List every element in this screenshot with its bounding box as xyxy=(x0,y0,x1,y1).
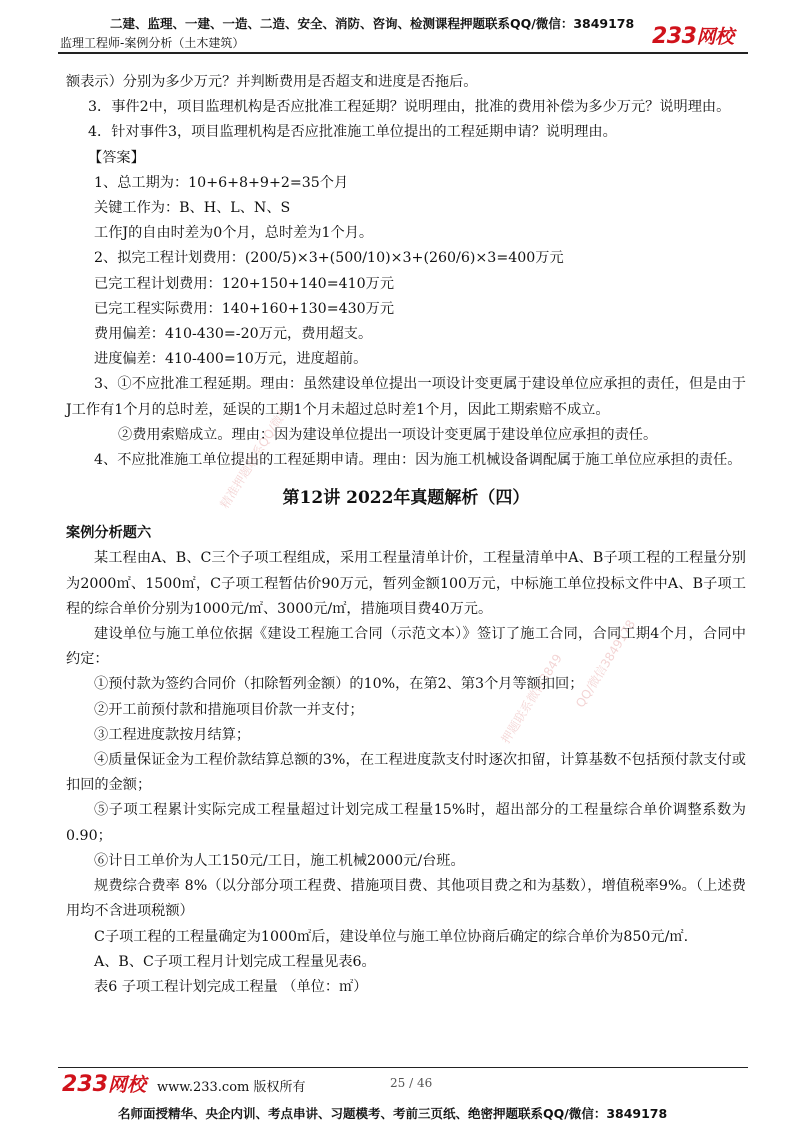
header-logo xyxy=(652,22,733,49)
footer-logo xyxy=(62,1070,146,1097)
header-contact-line: 二建、监理、一建、一造、二造、安全、消防、咨询、检测课程押题联系QQ/微信：3849178 xyxy=(110,16,635,31)
contract-term: ④质量保证金为工程价款结算总额的3%，在工程进度款支付时逐次扣留，计算基数不包括预付款支付或扣回的金额； xyxy=(66,752,746,794)
answer-line: 工作J的自由时差为0个月，总时差为1个月。 xyxy=(94,225,374,242)
answer-line: 已完工程实际费用：140+160+130=430万元 xyxy=(94,300,395,317)
watermark-2: 押题联系微信3849 xyxy=(498,651,565,746)
contract-term: ③工程进度款按月结算； xyxy=(94,726,251,743)
header-logo-number: 233 xyxy=(652,24,697,49)
answer-line: 4、不应批准施工单位提出的工程延期申请。理由：因为施工机械设备调配属于施工单位应承担的责任。 xyxy=(94,452,742,469)
header-divider xyxy=(58,52,748,54)
answer-line: 关键工作为：B、H、L、N、S xyxy=(94,200,291,217)
contract-term: ②开工前预付款和措施项目价款一并支付； xyxy=(94,701,364,718)
footer-divider xyxy=(58,1067,748,1068)
case-paragraph: 某工程由A、B、C三个子项工程组成，采用工程量清单计价，工程量清单中A、B子项工程的工程量分别为2000㎡、1500㎡，C子项工程暂估价90万元，暂列金额100万元，中标施工单位投标文件中A、B子项工程的综合单价分别为1000元/㎡、3000元/㎡，措施项目费40万元。 xyxy=(66,550,746,617)
case-paragraph: 建设单位与施工单位依据《建设工程施工合同（示范文本）》签订了施工合同，合同工期4个月，合同中约定： xyxy=(66,626,746,668)
answer-line: ②费用索赔成立。理由：因为建设单位提出一项设计变更属于建设单位应承担的责任。 xyxy=(118,426,658,443)
answer-line: 费用偏差：410-430=-20万元，费用超支。 xyxy=(94,326,373,343)
answer-line: 2、拟完工程计划费用：(200/5)×3+(500/10)×3+(260/6)×3=400万元 xyxy=(94,250,564,267)
watermark-1: 精准押题联系QQ/微信 xyxy=(217,402,293,511)
answer-line: 已完工程计划费用：120+150+140=410万元 xyxy=(94,275,395,292)
contract-term: ⑥计日工单价为人工150元/工日，施工机械2000元/台班。 xyxy=(94,852,465,869)
answer-line: 1、总工期为：10+6+8+9+2=35个月 xyxy=(94,174,349,191)
question-4: 4．针对事件3，项目监理机构是否应批准施工单位提出的工程延期申请？说明理由。 xyxy=(88,124,617,141)
question-continued: 额表示）分别为多少万元？并判断费用是否超支和进度是否拖后。 xyxy=(66,74,478,90)
case-paragraph: C子项工程的工程量确定为1000㎡后，建设单位与施工单位协商后确定的综合单价为850元/㎡. xyxy=(94,928,689,945)
contract-term: ⑤子项工程累计实际完成工程量超过计划完成工程量15%时，超出部分的工程量综合单价调整系数为0.90； xyxy=(66,802,746,844)
page-number: 25 / 46 xyxy=(390,1076,433,1090)
answer-line: 3、①不应批准工程延期。理由：虽然建设单位提出一项设计变更属于建设单位应承担的责任，但是由于J工作有1个月的总时差，延误的工期1个月未超过总时差1个月，因此工期索赔不成立。 xyxy=(66,376,746,418)
question-3: 3．事件2中，项目监理机构是否应批准工程延期？说明理由，批准的费用补偿为多少万元？说明理由。 xyxy=(88,99,731,116)
case-title: 案例分析题六 xyxy=(66,525,152,542)
watermark-3: QQ/微信3849178 xyxy=(573,617,639,711)
lecture-title: 第12讲 2022年真题解析（四） xyxy=(282,488,530,509)
answer-line: 进度偏差：410-400=10万元，进度超前。 xyxy=(94,351,368,368)
answer-heading: 【答案】 xyxy=(88,149,145,166)
footer-site: www.233.com 版权所有 xyxy=(157,1080,306,1095)
footer-logo-number: 233 xyxy=(62,1072,108,1097)
footer-logo-text: 网校 xyxy=(107,1074,146,1096)
document-body xyxy=(66,70,746,1000)
footer-contact-line: 名师面授精华、央企内训、考点串讲、习题模考、考前三页纸、绝密押题联系QQ/微信：3849178 xyxy=(118,1106,668,1121)
header-logo-text: 网校 xyxy=(696,26,734,48)
header-course-title: 监理工程师-案例分析（土木建筑） xyxy=(60,36,245,50)
table-caption: 表6 子项工程计划完成工程量 （单位：㎡） xyxy=(94,978,368,995)
case-paragraph: A、B、C子项工程月计划完成工程量见表6。 xyxy=(94,953,376,970)
page-header xyxy=(0,0,800,56)
case-paragraph: 规费综合费率 8%（以分部分项工程费、措施项目费、其他项目费之和为基数），增值税率9%。（上述费用均不含进项税额） xyxy=(66,878,746,920)
contract-term: ①预付款为签约合同价（扣除暂列金额）的10%，在第2、第3个月等额扣回； xyxy=(94,676,584,693)
